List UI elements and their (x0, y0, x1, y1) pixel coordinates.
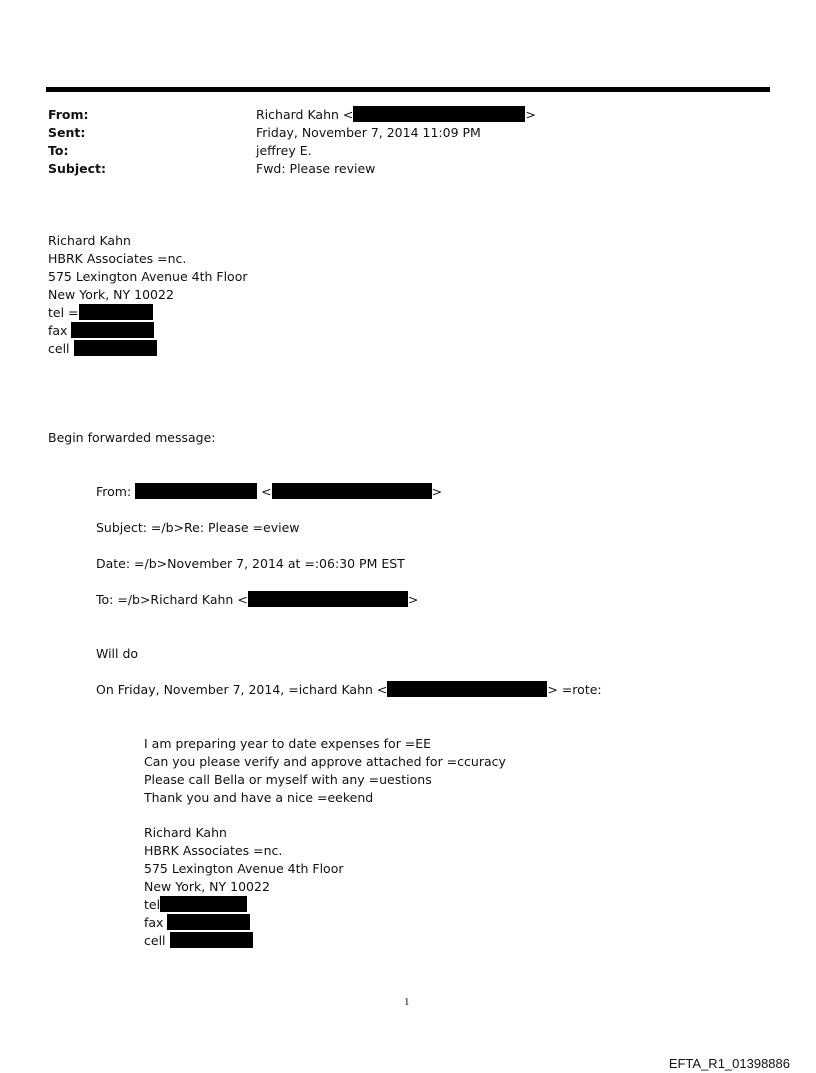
quoted-sig-line: 575 Lexington Avenue 4th Floor (144, 861, 344, 876)
signature-cell (48, 340, 247, 358)
quoted-sig-line: HBRK Associates =nc. (144, 843, 283, 858)
on-suffix: > =rote: (547, 682, 602, 697)
quoted-tel (144, 896, 343, 914)
redaction-block (170, 932, 253, 948)
page-number: 1 (404, 996, 410, 1008)
quoted-sig-line: New York, NY 10022 (144, 879, 270, 894)
quoted-cell (144, 932, 343, 950)
from-value (256, 106, 536, 124)
signature-block (48, 232, 247, 358)
fwd-on-line (96, 681, 602, 699)
redaction-block (160, 896, 247, 912)
sent-value: Friday, November 7, 2014 11:09 PM (256, 125, 481, 140)
forward-intro: Begin forwarded message: (48, 430, 216, 445)
fax-label: fax (48, 323, 68, 338)
quoted-line: I am preparing year to date expenses for =EE (144, 736, 432, 751)
redaction-block (167, 914, 250, 930)
fax-label: fax (144, 915, 164, 930)
fwd-from (96, 483, 442, 501)
fwd-reply: Will do (96, 646, 139, 661)
redaction-block (74, 340, 157, 356)
signature-line: New York, NY 10022 (48, 287, 174, 302)
subject-label: Subject: (48, 161, 106, 176)
on-prefix: On Friday, November 7, 2014, =ichard Kahn < (96, 682, 388, 697)
fwd-date: Date: =/b>November 7, 2014 at =:06:30 PM EST (96, 556, 405, 571)
quoted-line: Can you please verify and approve attached for =ccuracy (144, 754, 506, 769)
redaction-block (135, 483, 257, 499)
redaction-block (71, 322, 154, 338)
quoted-fax (144, 914, 343, 932)
from-close: > (525, 107, 536, 122)
subject-value: Fwd: Please review (256, 161, 376, 176)
tel-label: tel = (48, 305, 79, 320)
header-rule (46, 87, 770, 92)
redaction-block (272, 483, 432, 499)
signature-fax (48, 322, 247, 340)
fwd-from-label: From: (96, 484, 132, 499)
fwd-from-close: > (431, 484, 443, 499)
fwd-subject: Subject: =/b>Re: Please =eview (96, 520, 300, 535)
fwd-to-close: > (407, 592, 419, 607)
redaction-block (79, 304, 153, 320)
fwd-to-prefix: To: =/b>Richard Kahn < (96, 592, 248, 607)
cell-label: cell (144, 933, 166, 948)
tel-label: tel (144, 897, 161, 912)
quoted-signature (144, 824, 343, 950)
redaction-block (387, 681, 547, 697)
signature-line: 575 Lexington Avenue 4th Floor (48, 269, 248, 284)
signature-tel (48, 304, 247, 322)
fwd-from-bracket: < (261, 484, 272, 499)
redaction-block (353, 106, 525, 122)
redaction-block (248, 591, 408, 607)
quoted-body (144, 735, 506, 807)
signature-line: Richard Kahn (48, 233, 131, 248)
sent-label: Sent: (48, 125, 86, 140)
to-value: jeffrey E. (256, 143, 312, 158)
to-label: To: (48, 143, 69, 158)
quoted-line: Please call Bella or myself with any =uestions (144, 772, 432, 787)
signature-line: HBRK Associates =nc. (48, 251, 187, 266)
from-name: Richard Kahn < (256, 107, 354, 122)
bates-number: EFTA_R1_01398886 (668, 1056, 790, 1071)
fwd-to (96, 591, 418, 609)
cell-label: cell (48, 341, 70, 356)
quoted-sig-line: Richard Kahn (144, 825, 227, 840)
from-label: From: (48, 107, 89, 122)
quoted-line: Thank you and have a nice =eekend (144, 790, 374, 805)
